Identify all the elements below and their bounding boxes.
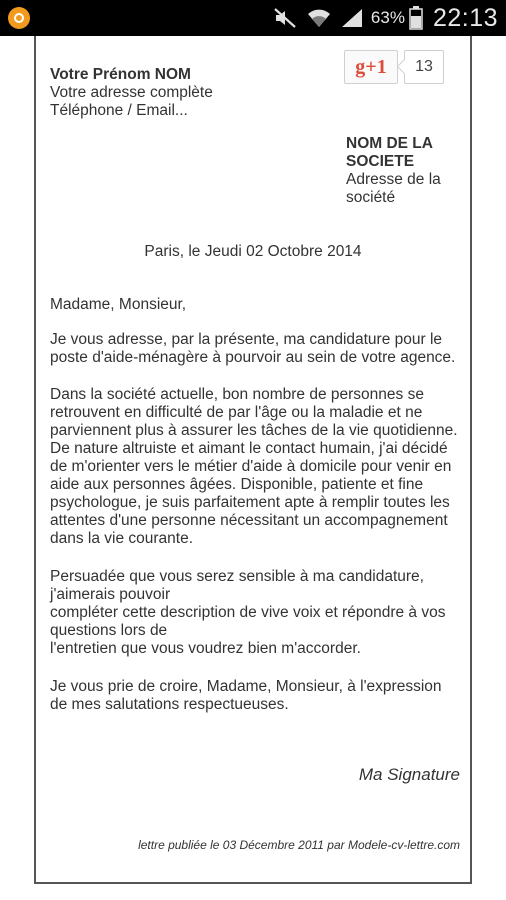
recipient-name-line2: SOCIETE	[346, 153, 415, 170]
status-icons	[273, 0, 498, 36]
greeting: Madame, Monsieur,	[50, 296, 187, 313]
paragraph-line: retrouvent en difficulté de par l'âge ou la maladie et ne	[50, 404, 423, 421]
paragraph-line: aide aux personnes âgées. Disponible, patiente et fine	[50, 476, 424, 493]
paragraph-line: Je vous adresse, par la présente, ma candidature pour le	[50, 331, 443, 348]
paragraph-line: Je vous prie de croire, Madame, Monsieur, à l'expression	[50, 678, 442, 695]
battery-icon	[409, 6, 423, 30]
clock: 22:13	[432, 3, 498, 32]
status-bar	[0, 0, 506, 36]
recipient-block	[346, 135, 466, 207]
paragraph-line: psychologue, je suis parfaitement apte à remplir toutes les	[50, 494, 450, 511]
wifi-icon	[307, 8, 331, 28]
battery-percent: 63%	[370, 8, 405, 27]
recipient-address-line1: Adresse de la	[346, 171, 441, 188]
paragraph-line: j'aimerais pouvoir	[50, 586, 171, 603]
paragraph-line: dans la vie courante.	[50, 530, 194, 547]
paragraph-line: questions lors de	[50, 622, 168, 639]
paragraph-2	[50, 386, 462, 548]
paragraph-4	[50, 678, 462, 714]
google-plus-one-button[interactable]: g+1	[344, 50, 398, 84]
sender-name: Votre Prénom NOM	[50, 66, 191, 83]
paragraph-line: de mes salutations respectueuses.	[50, 696, 289, 713]
paragraph-line: poste d'aide-ménagère à pourvoir au sein de votre agence.	[50, 349, 456, 366]
paragraph-line: attentes d'une personne nécessitant un accompagnement	[50, 512, 448, 529]
publication-footer: lettre publiée le 03 Décembre 2011 par Modele-cv-lettre.com	[138, 838, 460, 852]
sender-block	[50, 66, 213, 120]
signature: Ma Signature	[358, 765, 460, 784]
paragraph-line: De nature altruiste et aimant le contact humain, j'ai décidé	[50, 440, 448, 457]
recipient-address-line2: société	[346, 189, 396, 206]
paragraph-line: de m'orienter vers le métier d'aide à domicile pour venir en	[50, 458, 452, 475]
letter-document	[34, 36, 472, 884]
recipient-name-line1: NOM DE LA	[346, 135, 433, 152]
mute-icon	[273, 7, 297, 29]
google-plus-count: 13	[404, 50, 444, 84]
app-notification-icon[interactable]	[8, 7, 30, 29]
paragraph-line: l'entretien que vous voudrez bien m'accorder.	[50, 640, 361, 657]
paragraph-line: compléter cette description de vive voix et répondre à vos	[50, 604, 446, 621]
paragraph-line: Dans la société actuelle, bon nombre de personnes se	[50, 386, 424, 403]
paragraph-line: parviennent plus à assurer les tâches de la vie quotidienne.	[50, 422, 458, 439]
signal-icon	[341, 8, 363, 28]
paragraph-line: Persuadée que vous serez sensible à ma candidature,	[50, 568, 424, 585]
letter-date: Paris, le Jeudi 02 Octobre 2014	[144, 243, 362, 260]
paragraph-1	[50, 331, 462, 367]
sender-contact: Téléphone / Email...	[50, 102, 188, 119]
paragraph-3	[50, 568, 462, 658]
sender-address: Votre adresse complète	[50, 84, 213, 101]
